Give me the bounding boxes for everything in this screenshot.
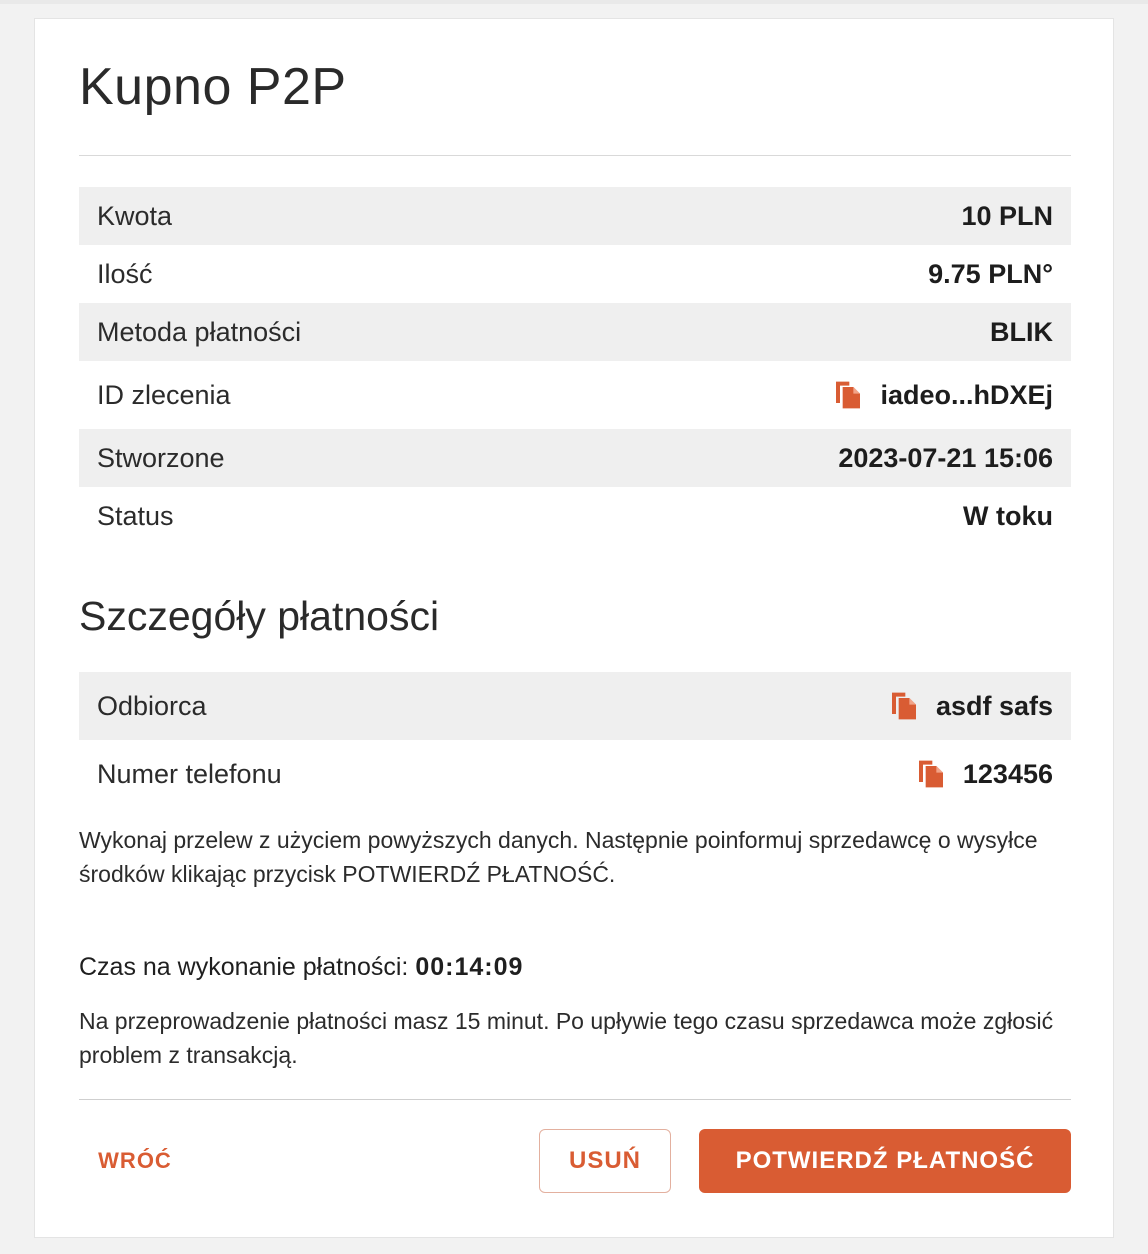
row-amount bbox=[79, 187, 1071, 245]
row-value-wrap bbox=[915, 758, 1053, 790]
row-label: Kwota bbox=[97, 200, 173, 231]
row-order-id bbox=[79, 361, 1071, 429]
row-value: 9.75 PLN° bbox=[928, 258, 1053, 289]
confirm-payment-button[interactable]: POTWIERDŹ PŁATNOŚĆ bbox=[699, 1129, 1071, 1193]
row-label: Status bbox=[97, 500, 174, 531]
title-divider bbox=[79, 155, 1071, 156]
row-quantity bbox=[79, 245, 1071, 303]
order-id-value: iadeo...hDXEj bbox=[880, 379, 1053, 410]
page-title: Kupno P2P bbox=[79, 58, 347, 116]
row-created bbox=[79, 429, 1071, 487]
row-payment-method bbox=[79, 303, 1071, 361]
row-value-wrap bbox=[832, 379, 1053, 411]
row-phone-number bbox=[79, 740, 1071, 808]
row-label: ID zlecenia bbox=[97, 379, 231, 410]
row-label: Numer telefonu bbox=[97, 758, 282, 789]
row-value: 10 PLN bbox=[961, 200, 1053, 231]
recipient-value: asdf safs bbox=[935, 690, 1053, 721]
row-value-wrap bbox=[888, 690, 1053, 722]
status-value: W toku bbox=[963, 500, 1053, 531]
delete-button[interactable]: USUŃ bbox=[539, 1129, 671, 1193]
row-label: Stworzone bbox=[97, 442, 225, 473]
p2p-order-card bbox=[34, 18, 1114, 1238]
copy-icon[interactable] bbox=[888, 690, 920, 722]
payment-details-table bbox=[79, 672, 1071, 808]
row-value: BLIK bbox=[990, 316, 1053, 347]
row-label: Metoda płatności bbox=[97, 316, 302, 347]
timer-value: 00:14:09 bbox=[415, 953, 524, 981]
instructions-text: Wykonaj przelew z użyciem powyższych danych. Następnie poinformuj sprzedawcę o wysyłce środków klikając przycisk POTWIERDŹ PŁATNOŚĆ. bbox=[79, 827, 1038, 887]
row-recipient bbox=[79, 672, 1071, 740]
footer-divider bbox=[79, 1099, 1071, 1100]
payment-timer bbox=[79, 953, 523, 982]
payment-details-title: Szczegóły płatności bbox=[79, 593, 440, 639]
timer-label: Czas na wykonanie płatności: bbox=[79, 953, 409, 981]
row-value: 2023-07-21 15:06 bbox=[838, 442, 1053, 473]
top-strip bbox=[0, 0, 1148, 4]
order-details-table bbox=[79, 187, 1071, 545]
back-button[interactable]: WRÓĆ bbox=[98, 1148, 172, 1173]
timer-note: Na przeprowadzenie płatności masz 15 minut. Po upływie tego czasu sprzedawca może zgłosić problem z transakcją. bbox=[79, 1008, 1054, 1068]
row-status bbox=[79, 487, 1071, 545]
copy-icon[interactable] bbox=[915, 758, 947, 790]
phone-value: 123456 bbox=[962, 758, 1053, 789]
copy-icon[interactable] bbox=[832, 379, 864, 411]
row-label: Ilość bbox=[97, 258, 153, 289]
row-label: Odbiorca bbox=[97, 690, 207, 721]
